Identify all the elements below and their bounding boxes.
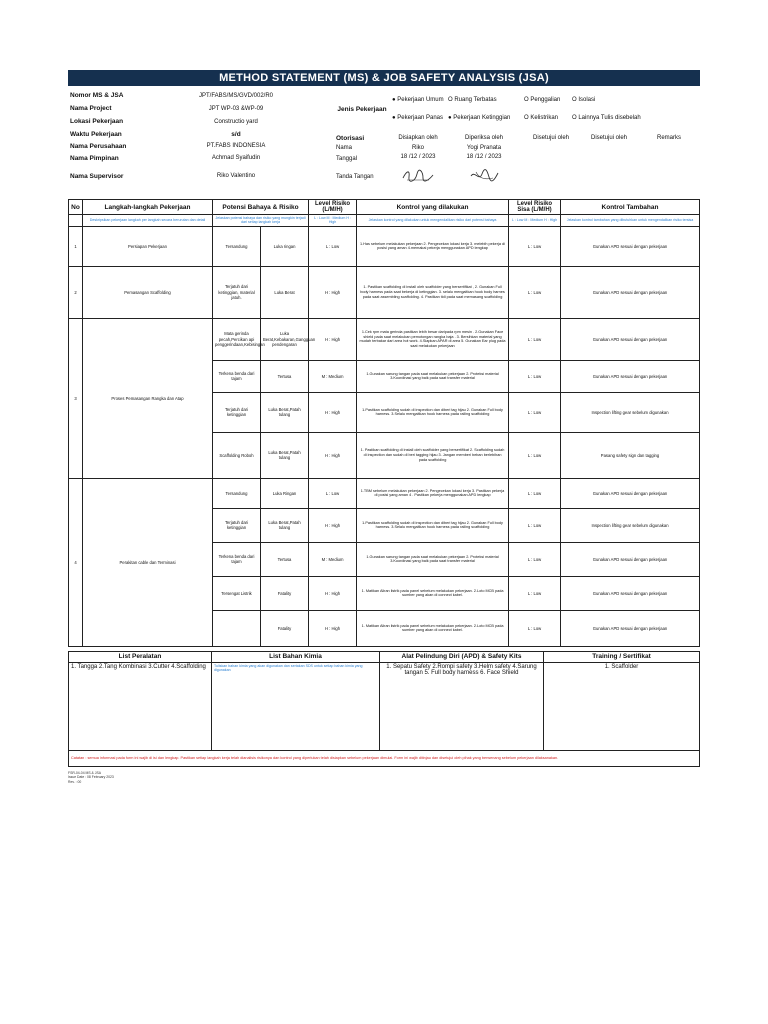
row-level: H : High	[309, 392, 357, 432]
row-level: H : High	[309, 266, 357, 318]
footer-doc-code: FSR-04-04 MS & JSA	[68, 770, 101, 775]
otorisasi-header: Otorisasi	[336, 134, 365, 142]
row-level: M : Medium	[309, 360, 357, 392]
tanggal-value[interactable]	[522, 153, 580, 165]
col-header-residual: Level Risiko Sisa (L/M/H)	[509, 200, 561, 215]
footer-rev: Rev. : 00	[68, 779, 82, 784]
bottom-lists-table	[68, 651, 700, 767]
row-hazard: Terjatuh dari ketinggian, material jatuh.	[213, 266, 261, 318]
col-header-control: Kontrol yang dilakukan	[357, 200, 509, 215]
signature-image	[401, 168, 435, 184]
table-row	[69, 226, 700, 266]
otorisasi-header: Disetujui oleh	[532, 135, 570, 141]
row-hazard: Terkena benda dari tajam	[213, 542, 261, 576]
row-risk: Luka ringan	[261, 226, 309, 266]
header-value: Riko Valentino	[216, 173, 256, 179]
jenis-option[interactable]: O Ruang Terbatas	[448, 97, 497, 103]
row-risk: Luka Berat,Patah tulang	[261, 392, 309, 432]
hint-additional: Jelaskan kontrol tambahan yang dibutuhkan untuk mengendalikan risiko tersisa	[561, 215, 700, 227]
col-header-hazard: Potensi Bahaya & Risiko	[213, 200, 309, 215]
list-bahan-kimia-header: List Bahan Kimia	[212, 651, 380, 662]
nama-value[interactable]	[638, 143, 700, 153]
row-no: 2	[69, 266, 83, 318]
row-risk: Luka Berat,Patah tulang	[261, 508, 309, 542]
signature-riko	[390, 165, 446, 189]
hint-hazard: Jelaskan potensi bahaya dan risiko yang mungkin terjadi dari setiap langkah kerja	[213, 215, 309, 227]
row-control: 1.Has sebelum melakukan pekerjaan 2. Pengecekan lokasi kerja 3. melebih pekerja di posisi yang aman 4.memakai pekerja menggunakan APD lengkap	[357, 226, 509, 266]
col-header-level: Level Risiko (L/M/H)	[309, 200, 357, 215]
row-risk: Luka Berat,Patah tulang	[261, 432, 309, 478]
header-left-table	[68, 89, 326, 188]
row-level: H : High	[309, 576, 357, 610]
row-risk: Luka Berat	[261, 266, 309, 318]
tanggal-label: Tanggal	[336, 156, 358, 162]
training-header: Training / Sertifikat	[544, 651, 700, 662]
header-label: Nama Perusahaan	[70, 142, 127, 150]
hint-step: Deskripsikan pekerjaan langkah per langkah secara berurutan dan detail	[83, 215, 213, 227]
hint-control: Jelaskan kontrol yang dilakukan untuk mengendalikan risiko dari potensi bahaya	[357, 215, 509, 227]
signature-yogi	[446, 165, 522, 189]
row-risk: Fatality	[261, 610, 309, 646]
nama-value[interactable]: Yogi Pranata	[466, 145, 502, 151]
row-control: 1.Pastikan scaffolding sudah di inspection dan diberi tag hijau 2. Gunakan Full body harness. 3.Selalu mengaitkan hook harness pada railing scaffolding	[357, 508, 509, 542]
header-value: Constructio yard	[214, 118, 258, 125]
header-label: Nomor MS & JSA	[70, 92, 124, 99]
footer-issue-date: Issue Date : 08 February 2023	[68, 775, 114, 780]
list-peralatan-header: List Peralatan	[69, 651, 212, 662]
otorisasi-header: Disiapkan oleh	[398, 135, 438, 141]
nama-value[interactable]: Riko	[411, 145, 424, 151]
doc-footer	[68, 771, 700, 784]
row-no: 1	[69, 226, 83, 266]
apd-header: Alat Pelindung Diri (APD) & Safety Kits	[380, 651, 544, 662]
note-text: Catatan : semua informasi pada form ini wajib di isi dan lengkap. Pastikan setiap langkah kerja telah dianalisis risikonya dan kontrol yang diperlukan telah disiapkan sebelum pekerjaan dimulai. Form ini wajib ditinjau dan disetujui oleh pihak yang berwenang sebelum pekerjaan dilaksanakan.	[69, 750, 700, 766]
row-no: 3	[69, 318, 83, 478]
header-value: s/d	[231, 130, 241, 138]
header-value: JPT/FABS/MS/GVD/002/R0	[198, 92, 274, 99]
otorisasi-header: Remarks	[656, 135, 681, 141]
row-risk: Fatality	[261, 576, 309, 610]
row-level: M : Medium	[309, 542, 357, 576]
row-level: H : High	[309, 508, 357, 542]
row-additional: Pasang safety sign dan tagging	[561, 432, 700, 478]
signature-image	[467, 168, 501, 184]
row-risk: Tertusa	[261, 542, 309, 576]
row-hazard: Scaffolding Roboh	[213, 432, 261, 478]
tanggal-value[interactable]	[580, 153, 638, 165]
jsa-table	[68, 199, 700, 647]
jenis-option[interactable]: O Kelistrikan	[524, 115, 559, 121]
form-title: METHOD STATEMENT (MS) & JOB SAFETY ANALYSIS (JSA)	[68, 70, 700, 86]
list-peralatan: 1. Tangga 2.Tang Kombinasi 3.Cutter 4.Scaffolding	[69, 662, 212, 750]
ttd-empty[interactable]	[580, 165, 638, 189]
otorisasi-header: Disetujui oleh	[590, 135, 628, 141]
row-additional: Gunakan APD sesuai dengan pekerjaan	[561, 576, 700, 610]
row-no: 4	[69, 478, 83, 646]
table-row	[69, 318, 700, 360]
ttd-label: Tanda Tangan	[336, 174, 374, 180]
row-level: H : High	[309, 610, 357, 646]
row-hazard: Tersandung	[213, 478, 261, 508]
row-control: 1. Matikan Aliran listrik pada panel sebelum melakukan pekerjaan. 2.Loto MCB pada sumber yang akan di connect kabel.	[357, 610, 509, 646]
header-label: Nama Pimpinan	[70, 154, 119, 162]
row-additional: Gunakan APD sesuai dengan pekerjaan	[561, 226, 700, 266]
jenis-option[interactable]: ● Pekerjaan Ketinggian	[448, 115, 511, 121]
hint-residual: L : Low M : Medium H : High	[509, 215, 561, 227]
row-residual: L : Low	[509, 508, 561, 542]
training-list: 1. Scaffolder	[544, 662, 700, 750]
row-residual: L : Low	[509, 392, 561, 432]
header-label: Waktu Pekerjaan	[70, 130, 122, 138]
header-label: Nama Supervisor	[70, 172, 124, 180]
row-additional: Gunakan APD sesuai dengan pekerjaan	[561, 360, 700, 392]
otorisasi-header: Diperiksa oleh	[464, 135, 504, 141]
row-additional: Inspection lifting gear sebelum digunakan	[561, 508, 700, 542]
col-header-step: Langkah-langkah Pekerjaan	[83, 200, 213, 215]
jenis-pekerjaan-table	[334, 91, 700, 127]
tanggal-value[interactable]: 18 /12 / 2023	[466, 154, 502, 160]
row-additional: Inspection lifting gear sebelum digunakan	[561, 392, 700, 432]
row-hazard: Mata gerinda pecah,Percikan api penggerindaan,Kebisingan	[213, 318, 261, 360]
row-step: Persiapan Pekerjaan	[83, 226, 213, 266]
row-hazard	[213, 610, 261, 646]
row-control: 1.Gunakan sarung tangan pada saat melakukan pekerjaan 2. Proteksi material 3.Koordinasi yang baik pada saat transfer material	[357, 360, 509, 392]
ms-jsa-form	[68, 70, 700, 784]
jenis-option[interactable]: O Penggalian	[524, 97, 561, 103]
col-header-no: No	[69, 200, 83, 215]
row-risk: Luka Berat,Kebakaran,Gangguan pendengaran	[261, 318, 309, 360]
table-row	[69, 266, 700, 318]
row-residual: L : Low	[509, 226, 561, 266]
row-hazard: Terjatuh dari ketinggian	[213, 392, 261, 432]
header-value: Achmad Syaifudin	[211, 155, 261, 161]
row-control: 1. Pastikan scaffolding di install oleh scaffolder yang bersertifikat , 2. Gunakan Full body harness pada saat bekerja di ketinggian. 3. selalu mengaitkan hook body harnes pada saat assembling scaffolding. 4. Pastikan tidi pada saat memasang scaffolding	[357, 266, 509, 318]
row-additional: Gunakan APD sesuai dengan pekerjaan	[561, 542, 700, 576]
jenis-option[interactable]: O Lainnya Tulis disebelah	[572, 115, 641, 121]
hint-level: L : Low M : Medium H : High	[309, 215, 357, 227]
header-label: Lokasi Pekerjaan	[70, 118, 124, 125]
row-control: 1. Matikan Aliran listrik pada panel sebelum melakukan pekerjaan. 2.Loto MCB pada sumber yang akan di connect kabel.	[357, 576, 509, 610]
header-value: PT.FABS INDONESIA	[206, 143, 266, 149]
row-additional: Gunakan APD sesuai dengan pekerjaan	[561, 318, 700, 360]
row-step: Proses Pemasangan Rangka dan Atap	[83, 318, 213, 478]
jenis-option[interactable]: O Isolasi	[572, 97, 596, 103]
row-residual: L : Low	[509, 318, 561, 360]
header-label: Nama Project	[70, 105, 112, 112]
row-additional: Gunakan APD sesuai dengan pekerjaan	[561, 266, 700, 318]
header-value: JPT WP-03 &WP-09	[208, 105, 264, 112]
nama-value[interactable]	[522, 143, 580, 153]
row-level: L : Low	[309, 478, 357, 508]
row-level: L : Low	[309, 226, 357, 266]
row-residual: L : Low	[509, 266, 561, 318]
row-level: H : High	[309, 318, 357, 360]
row-level: H : High	[309, 432, 357, 478]
tanggal-value[interactable]: 18 /12 / 2023	[400, 154, 436, 160]
row-residual: L : Low	[509, 542, 561, 576]
row-hazard: Terjatuh dari ketinggian	[213, 508, 261, 542]
header-block	[68, 89, 700, 189]
row-residual: L : Low	[509, 610, 561, 646]
list-bahan-kimia: Tuliskan bahan kimia yang akan digunakan dan sertakan SDS untuk setiap bahan kimia yang digunakan	[212, 662, 380, 750]
row-hazard: Tersengat Listrik	[213, 576, 261, 610]
row-risk: Tertusa	[261, 360, 309, 392]
jenis-label: Jenis Pekerjaan	[337, 105, 387, 113]
row-hazard: Tersandung	[213, 226, 261, 266]
row-residual: L : Low	[509, 432, 561, 478]
row-control: 1.TBM sebelum melakukan pekerjaan 2. Pengecekan lokasi kerja 3. Pastikan pekerja di posisi yang aman 4 . Pastikan pekerja menggunakan APD lengkap	[357, 478, 509, 508]
row-control: 1.Gunakan sarung tangan pada saat melakukan pekerjaan 2. Proteksi material 3.Koordinasi yang baik pada saat transfer material	[357, 542, 509, 576]
ttd-empty[interactable]	[522, 165, 580, 189]
nama-label: Nama	[336, 145, 353, 151]
row-additional: Gunakan APD sesuai dengan pekerjaan	[561, 478, 700, 508]
row-control: 1.Pastikan scaffolding sudah di inspection dan diberi tag hijau 2. Gunakan Full body harness. 3.Selalu mengaitkan hook harness pada railing scaffolding	[357, 392, 509, 432]
jenis-option[interactable]: ● Pekerjaan Umum	[392, 97, 444, 103]
row-step: Perakitan cable dan Terminasi	[83, 478, 213, 646]
jenis-option[interactable]: ● Pekerjaan Panas	[392, 115, 443, 121]
ttd-empty[interactable]	[638, 165, 700, 189]
row-residual: L : Low	[509, 576, 561, 610]
otorisasi-table	[334, 133, 700, 189]
row-control: 1. Pastikan scaffolding di install oleh scaffolder yang bersertifikat 2. Scaffolding sudah di inspection dan sudah di beri tagging hijau 3. Jangan memberi beban berlebihan pada scaffolding	[357, 432, 509, 478]
apd-list: 1. Sepatu Safety 2.Rompi safety 3.Helm safety 4.Sarung tangan 5. Full body harness 6. Face Shield	[380, 662, 544, 750]
tanggal-value[interactable]	[638, 153, 700, 165]
row-control: 1.Cek rpm mata gerinda pastikan lebih besar daripada rpm mesin . 2.Gunakan Face shield pada saat melakukan pemotongan rangka baja . 3. Bersihkan material yang mudah terbakar dari area hot work. 4.Siapkan APAR di area 5. Gunakan Ear plug pada saat melakukan pekerjaan	[357, 318, 509, 360]
nama-value[interactable]	[580, 143, 638, 153]
row-risk: Luka Ringan	[261, 478, 309, 508]
hint-empty	[69, 215, 83, 227]
row-residual: L : Low	[509, 360, 561, 392]
col-header-additional: Kontrol Tambahan	[561, 200, 700, 215]
row-residual: L : Low	[509, 478, 561, 508]
row-step: Pemasangan Scaffolding	[83, 266, 213, 318]
table-row	[69, 478, 700, 508]
row-hazard: Terkena benda dari tajam	[213, 360, 261, 392]
row-additional: Gunakan APD sesuai dengan pekerjaan	[561, 610, 700, 646]
